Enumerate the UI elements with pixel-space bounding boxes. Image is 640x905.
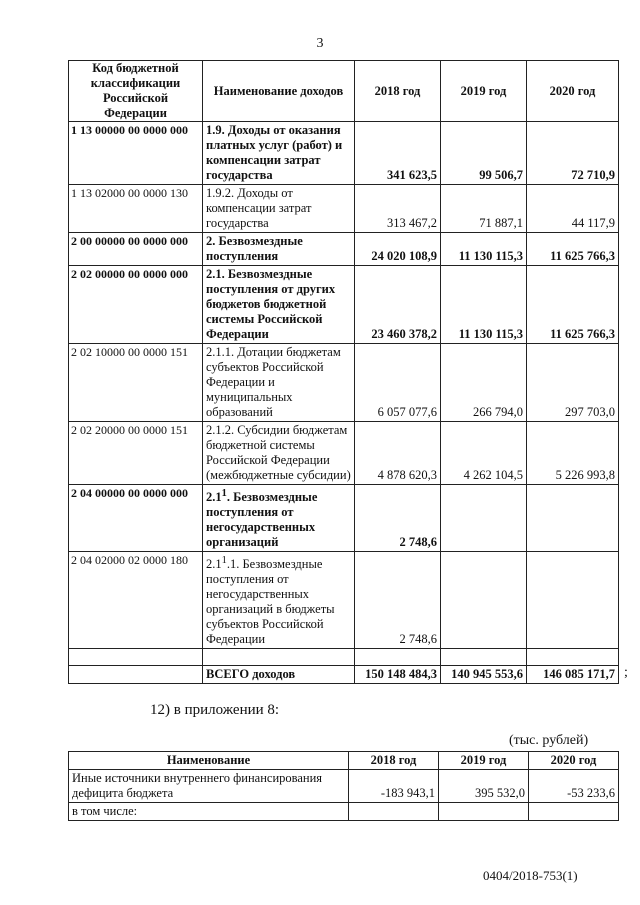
row-2020: 5 226 993,8 [527,422,619,485]
header-2020: 2020 год [527,61,619,122]
header-2020: 2020 год [529,752,619,770]
income-table-header [69,61,619,122]
row-2020: 146 085 171,7 [527,666,619,684]
row-2019: 71 887,1 [441,185,527,233]
row-2020 [529,803,619,821]
row-code [69,649,203,666]
header-2018: 2018 год [349,752,439,770]
row-code: 1 13 00000 00 0000 000 [69,122,203,185]
row-code: 2 04 00000 00 0000 000 [69,485,203,552]
unit-label: (тыс. рублей) [509,733,589,748]
row-name: Иные источники внутреннего финансирования дефицита бюджета [69,770,349,803]
row-2019: 99 506,7 [441,122,527,185]
row-name: 1.9.2. Доходы от компенсации затрат государства [203,185,355,233]
table-row [69,770,619,803]
row-name: $2.1^1$. Безвозмездные поступления от негосударственных организаций [203,485,355,552]
row-2018: -183 943,1 [349,770,439,803]
row-2018: 6 057 077,6 [355,344,441,422]
row-2018 [355,649,441,666]
row-2019: 11 130 115,3 [441,233,527,266]
row-2019: 11 130 115,3 [441,266,527,344]
row-2018: 23 460 378,2 [355,266,441,344]
row-code: 2 00 00000 00 0000 000 [69,233,203,266]
row-name: 2.1.1. Дотации бюджетам субъектов Российской Федерации и муниципальных образований [203,344,355,422]
row-name [203,649,355,666]
table-row-empty [69,649,619,666]
financing-sources-table [68,751,619,821]
header-name: Наименование доходов [203,61,355,122]
row-2020 [527,485,619,552]
row-2020 [527,552,619,649]
row-code: 2 02 20000 00 0000 151 [69,422,203,485]
row-2018: 2 748,6 [355,552,441,649]
appendix-heading: 12) в приложении 8: [150,702,280,718]
table-row [69,552,619,649]
row-2018: 2 748,6 [355,485,441,552]
income-table [68,60,619,684]
row-name: $2.1^1.1$. Безвозмездные поступления от негосударственных организаций в бюджеты субъектов Российской Федерации [203,552,355,649]
row-2019: 395 532,0 [439,770,529,803]
row-2019 [441,552,527,649]
header-2019: 2019 год [441,61,527,122]
table-row [69,485,619,552]
table-row [69,344,619,422]
row-name: 2. Безвозмездные поступления [203,233,355,266]
row-2020: 72 710,9 [527,122,619,185]
sources-table-header [69,752,619,770]
row-2018 [349,803,439,821]
row-2019 [441,485,527,552]
table-row [69,803,619,821]
table-row [69,185,619,233]
row-code: 2 04 02000 02 0000 180 [69,552,203,649]
page-number: 3 [316,36,324,51]
row-2020: 44 117,9 [527,185,619,233]
row-code: 2 02 10000 00 0000 151 [69,344,203,422]
row-2019: 140 945 553,6 [441,666,527,684]
row-name: 2.1. Безвозмездные поступления от других бюджетов бюджетной системы Российской Федерации [203,266,355,344]
table-row [69,122,619,185]
row-2018: 341 623,5 [355,122,441,185]
row-2020: 11 625 766,3 [527,266,619,344]
row-2018: 150 148 484,3 [355,666,441,684]
row-code [69,666,203,684]
total-row [69,666,619,684]
row-2018: 313 467,2 [355,185,441,233]
row-2019: 4 262 104,5 [441,422,527,485]
row-name: 1.9. Доходы от оказания платных услуг (работ) и компенсации затрат государства [203,122,355,185]
row-2019 [441,649,527,666]
row-2019: 266 794,0 [441,344,527,422]
row-2018: 4 878 620,3 [355,422,441,485]
header-code: Код бюджетной классификации Российской Федерации [69,61,203,122]
row-name: в том числе: [69,803,349,821]
table-row [69,233,619,266]
row-code: 1 13 02000 00 0000 130 [69,185,203,233]
document-id: 0404/2018-753(1) [483,868,578,883]
table-row [69,266,619,344]
header-2019: 2019 год [439,752,529,770]
row-2018: 24 020 108,9 [355,233,441,266]
semicolon: ; [624,665,628,680]
row-2020: 297 703,0 [527,344,619,422]
row-code: 2 02 00000 00 0000 000 [69,266,203,344]
row-name: 2.1.2. Субсидии бюджетам бюджетной системы Российской Федерации (межбюджетные субсидии) [203,422,355,485]
row-2020: 11 625 766,3 [527,233,619,266]
header-2018: 2018 год [355,61,441,122]
row-name: ВСЕГО доходов [203,666,355,684]
header-name: Наименование [69,752,349,770]
row-2020: -53 233,6 [529,770,619,803]
row-2019 [439,803,529,821]
row-2020 [527,649,619,666]
table-row [69,422,619,485]
